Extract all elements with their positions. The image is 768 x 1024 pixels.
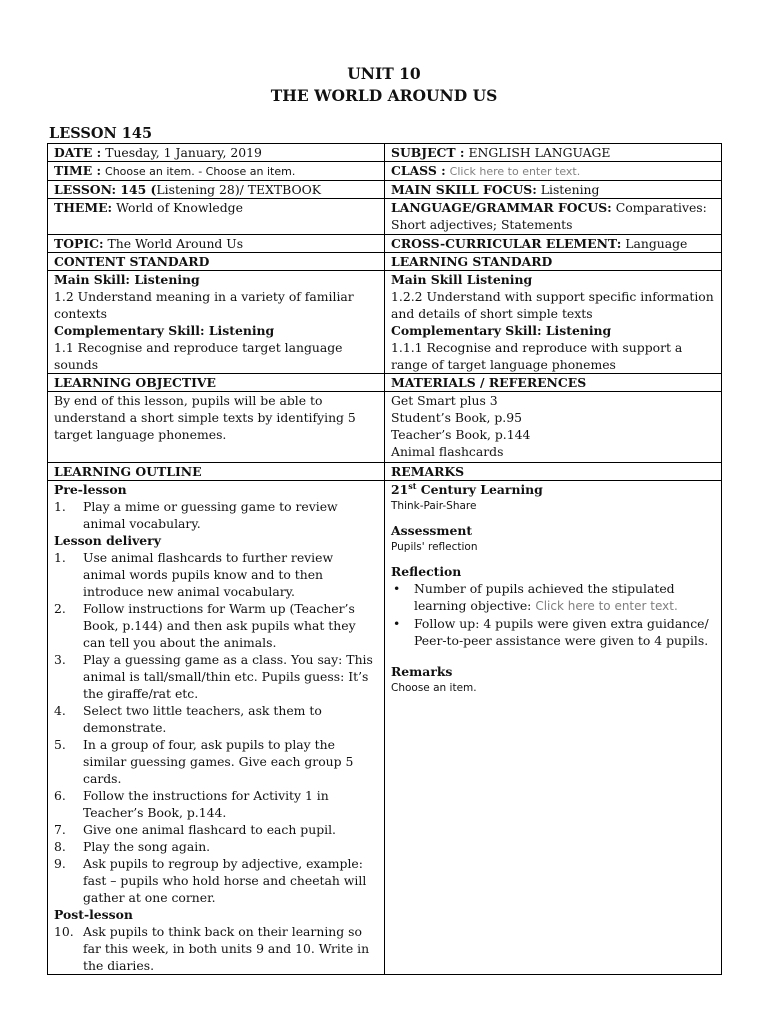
time-cell [48, 162, 385, 181]
century-learning-value[interactable]: Think-Pair-Share [391, 500, 477, 512]
unit-number: UNIT 10 [347, 64, 421, 83]
list-item [54, 787, 378, 821]
pre-lesson-steps [54, 498, 378, 532]
step-text[interactable]: Select two little teachers, ask them to demonstrate. [83, 703, 322, 735]
learning-standard-header: LEARNING STANDARD [385, 253, 722, 271]
list-item [54, 736, 378, 787]
table-row [48, 271, 722, 374]
table-row [48, 374, 722, 392]
list-item [54, 651, 378, 702]
theme-value[interactable]: World of Knowledge [116, 200, 243, 215]
lesson-suffix: )/ TEXTBOOK [234, 182, 322, 197]
materials-header: MATERIALS / REFERENCES [385, 374, 722, 392]
lesson-delivery-title: Lesson delivery [54, 533, 161, 548]
table-row [48, 235, 722, 253]
learning-objective-header: LEARNING OBJECTIVE [48, 374, 385, 392]
reflection-input-placeholder[interactable]: Click here to enter text. [535, 599, 678, 613]
century-superscript: st [408, 480, 417, 491]
list-item [54, 549, 378, 600]
class-cell [385, 162, 722, 181]
list-item [54, 838, 378, 855]
skill-focus-label: MAIN SKILL FOCUS: [391, 182, 537, 197]
step-text[interactable]: Play a guessing game as a class. You say: This animal is tall/small/thin etc. Pupils guess: It’s the giraffe/rat etc. [83, 652, 373, 701]
list-item [54, 855, 378, 906]
reflection-list [391, 580, 715, 649]
reflection-item-text[interactable]: Follow up: 4 pupils were given extra guidance/ Peer-to-peer assistance were given to 4 pupils. [414, 616, 709, 648]
assessment-title: Assessment [391, 523, 473, 538]
step-number: 10. [54, 924, 74, 939]
date-value[interactable]: Tuesday, 1 January, 2019 [105, 145, 262, 160]
content-comp-skill-text[interactable]: 1.1 Recognise and reproduce target language sounds [54, 340, 343, 372]
step-number: 1. [54, 550, 66, 565]
materials-item[interactable]: Teacher’s Book, p.144 [391, 427, 531, 442]
topic-cell [48, 235, 385, 253]
cross-curricular-value[interactable]: Language [625, 236, 688, 251]
step-number: 6. [54, 788, 66, 803]
learning-main-skill-title: Main Skill Listening [391, 272, 533, 287]
list-item [54, 821, 378, 838]
theme-cell [48, 199, 385, 235]
step-text[interactable]: Ask pupils to regroup by adjective, example: fast – pupils who hold horse and cheetah will gather at one corner. [83, 856, 367, 905]
step-number: 9. [54, 856, 66, 871]
list-item [54, 498, 378, 532]
step-number: 5. [54, 737, 66, 752]
step-text[interactable]: Play a mime or guessing game to review animal vocabulary. [83, 499, 338, 531]
materials-item[interactable]: Get Smart plus 3 [391, 393, 498, 408]
reflection-item-text[interactable]: Number of pupils achieved the stipulated learning objective: [414, 581, 675, 613]
step-number: 3. [54, 652, 66, 667]
materials-cell [385, 392, 722, 463]
grammar-cell [385, 199, 722, 235]
table-row [48, 199, 722, 235]
content-standard-cell [48, 271, 385, 374]
step-text[interactable]: Ask pupils to think back on their learning so far this week, in both units 9 and 10. Write in the diaries. [83, 924, 370, 973]
table-row [48, 392, 722, 463]
content-comp-skill-title: Complementary Skill: Listening [54, 323, 275, 338]
table-row [48, 481, 722, 975]
list-item [54, 702, 378, 736]
step-text[interactable]: Give one animal flashcard to each pupil. [83, 822, 336, 837]
subject-value[interactable]: ENGLISH LANGUAGE [468, 145, 611, 160]
topic-label: TOPIC: [54, 236, 104, 251]
skill-focus-value[interactable]: Listening [540, 182, 600, 197]
subject-label: SUBJECT : [391, 145, 465, 160]
step-text[interactable]: In a group of four, ask pupils to play the similar guessing games. Give each group 5 cards. [83, 737, 354, 786]
lesson-label: LESSON: 145 ( [54, 182, 157, 197]
lesson-value[interactable]: Listening 28 [156, 182, 235, 197]
document-title [0, 63, 768, 107]
table-row [48, 181, 722, 199]
post-lesson-title: Post-lesson [54, 907, 133, 922]
subject-cell [385, 144, 722, 162]
bullet-icon: • [393, 581, 401, 596]
remarks-header: REMARKS [385, 463, 722, 481]
learning-outline-cell [48, 481, 385, 975]
list-item [54, 923, 378, 974]
content-main-skill-title: Main Skill: Listening [54, 272, 200, 287]
class-label: CLASS : [391, 163, 446, 178]
time-dropdown[interactable]: Choose an item. - Choose an item. [105, 165, 296, 178]
table-row [48, 253, 722, 271]
date-label: DATE : [54, 145, 102, 160]
assessment-value[interactable]: Pupils' reflection [391, 541, 478, 553]
unit-theme-title: THE WORLD AROUND US [270, 86, 498, 105]
lesson-plan-table [47, 143, 722, 975]
time-label: TIME : [54, 163, 102, 178]
century-learning-title [391, 481, 715, 498]
lesson-heading: LESSON 145 [49, 125, 153, 142]
bullet-icon: • [393, 616, 401, 631]
learning-objective-text[interactable]: By end of this lesson, pupils will be able to understand a short simple texts by identifying 5 target language phonemes. [48, 392, 385, 463]
list-item [391, 615, 715, 649]
post-lesson-steps [54, 923, 378, 974]
step-text[interactable]: Play the song again. [83, 839, 211, 854]
pre-lesson-title: Pre-lesson [54, 482, 127, 497]
content-main-skill-text[interactable]: 1.2 Understand meaning in a variety of familiar contexts [54, 289, 354, 321]
step-number: 4. [54, 703, 66, 718]
cross-curricular-cell [385, 235, 722, 253]
lesson-cell [48, 181, 385, 199]
materials-item[interactable]: Student’s Book, p.95 [391, 410, 522, 425]
learning-outline-header: LEARNING OUTLINE [48, 463, 385, 481]
century-title-rest: Century Learning [416, 482, 543, 497]
table-row [48, 144, 722, 162]
step-number: 2. [54, 601, 66, 616]
list-item [54, 600, 378, 651]
content-standard-header: CONTENT STANDARD [48, 253, 385, 271]
list-item [391, 580, 715, 615]
theme-label: THEME: [54, 200, 113, 215]
table-row [48, 162, 722, 181]
century-number: 21 [391, 482, 409, 497]
reflection-title: Reflection [391, 564, 462, 579]
materials-item[interactable]: Animal flashcards [391, 444, 504, 459]
skill-focus-cell [385, 181, 722, 199]
grammar-value[interactable]: Comparatives: Short adjectives; Statements [391, 200, 707, 232]
class-input-placeholder[interactable]: Click here to enter text. [449, 165, 581, 178]
step-text[interactable]: Follow instructions for Warm up (Teacher’s Book, p.144) and then ask pupils what they can tell you about the animals. [83, 601, 356, 650]
remarks-cell [385, 481, 722, 975]
grammar-label: LANGUAGE/GRAMMAR FOCUS: [391, 200, 612, 215]
topic-value[interactable]: The World Around Us [107, 236, 244, 251]
table-row [48, 463, 722, 481]
step-text[interactable]: Follow the instructions for Activity 1 in Teacher’s Book, p.144. [83, 788, 329, 820]
learning-standard-cell [385, 271, 722, 374]
lesson-delivery-steps [54, 549, 378, 906]
cross-curricular-label: CROSS-CURRICULAR ELEMENT: [391, 236, 622, 251]
remarks-title: Remarks [391, 664, 453, 679]
date-cell [48, 144, 385, 162]
step-number: 8. [54, 839, 66, 854]
step-number: 1. [54, 499, 66, 514]
learning-comp-skill-title: Complementary Skill: Listening [391, 323, 612, 338]
step-text[interactable]: Use animal flashcards to further review animal words pupils know and to then introduce new animal vocabulary. [83, 550, 334, 599]
step-number: 7. [54, 822, 66, 837]
learning-comp-skill-text[interactable]: 1.1.1 Recognise and reproduce with support a range of target language phonemes [391, 340, 683, 372]
learning-main-skill-text[interactable]: 1.2.2 Understand with support specific information and details of short simple texts [391, 289, 714, 321]
remarks-dropdown[interactable]: Choose an item. [391, 682, 477, 694]
